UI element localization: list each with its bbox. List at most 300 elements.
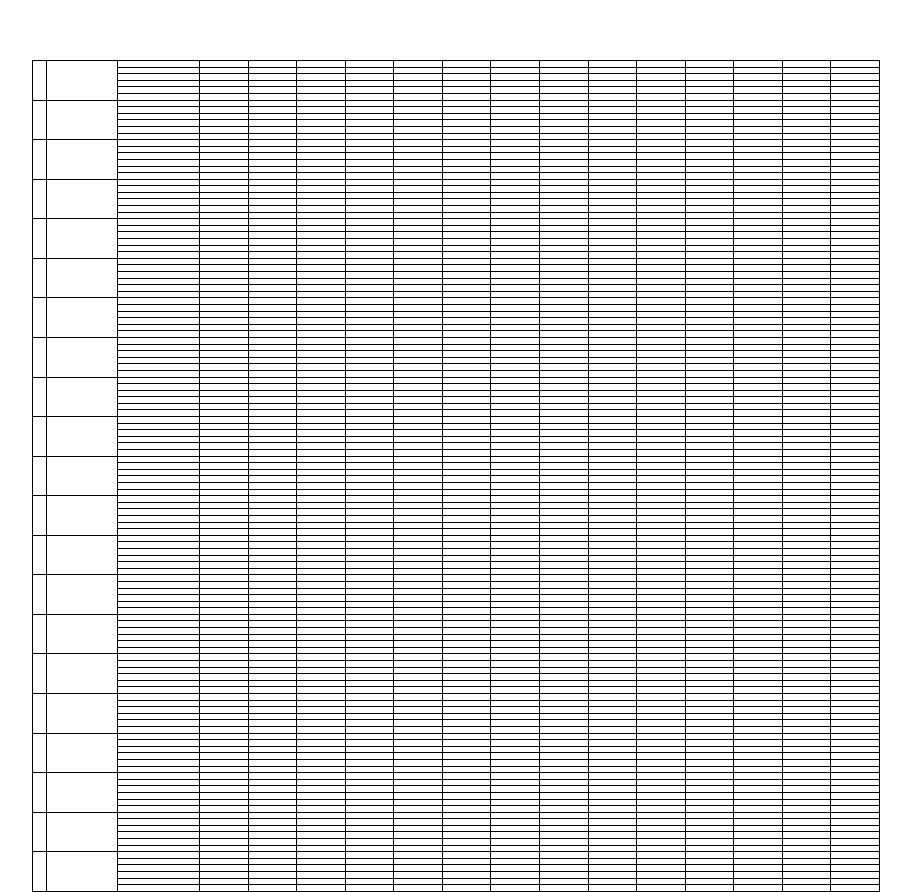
value-cell — [491, 173, 540, 180]
value-cell — [831, 159, 880, 166]
value-cell — [782, 410, 831, 417]
value-cell — [685, 766, 734, 773]
value-cell — [637, 179, 686, 186]
value-cell — [394, 661, 443, 668]
value-cell — [539, 792, 588, 799]
value-cell — [394, 628, 443, 635]
value-cell — [685, 403, 734, 410]
value-cell — [637, 344, 686, 351]
value-cell — [200, 417, 249, 424]
value-cell — [345, 812, 394, 819]
value-cell — [685, 80, 734, 87]
value-cell — [491, 773, 540, 780]
value-cell — [685, 483, 734, 490]
table-row — [33, 384, 880, 391]
value-cell — [491, 581, 540, 588]
value-cell — [248, 423, 297, 430]
table-row — [33, 364, 880, 371]
value-cell — [345, 845, 394, 852]
funding-source-cell — [118, 206, 200, 213]
value-cell — [831, 713, 880, 720]
value-cell — [491, 502, 540, 509]
value-cell — [831, 443, 880, 450]
value-cell — [588, 304, 637, 311]
value-cell — [831, 852, 880, 859]
funding-source-cell — [118, 746, 200, 753]
value-cell — [442, 87, 491, 94]
value-cell — [685, 647, 734, 654]
value-cell — [588, 463, 637, 470]
value-cell — [782, 832, 831, 839]
funding-source-cell — [118, 146, 200, 153]
value-cell — [782, 153, 831, 160]
value-cell — [685, 344, 734, 351]
value-cell — [685, 858, 734, 865]
value-cell — [345, 753, 394, 760]
value-cell — [248, 120, 297, 127]
funding-source-cell — [118, 515, 200, 522]
value-cell — [394, 278, 443, 285]
value-cell — [297, 720, 346, 727]
value-cell — [491, 654, 540, 661]
value-cell — [345, 357, 394, 364]
value-cell — [200, 806, 249, 813]
value-cell — [394, 496, 443, 503]
value-cell — [539, 852, 588, 859]
value-cell — [248, 377, 297, 384]
value-cell — [782, 792, 831, 799]
value-cell — [297, 87, 346, 94]
value-cell — [734, 318, 783, 325]
value-cell — [200, 852, 249, 859]
value-cell — [491, 799, 540, 806]
value-cell — [539, 773, 588, 780]
value-cell — [637, 430, 686, 437]
value-cell — [200, 628, 249, 635]
value-cell — [345, 614, 394, 621]
value-cell — [442, 654, 491, 661]
value-cell — [442, 555, 491, 562]
value-cell — [200, 667, 249, 674]
value-cell — [782, 304, 831, 311]
value-cell — [782, 173, 831, 180]
value-cell — [200, 450, 249, 457]
funding-source-cell — [118, 80, 200, 87]
table-row — [33, 614, 880, 621]
funding-source-cell — [118, 779, 200, 786]
value-cell — [394, 199, 443, 206]
value-cell — [539, 337, 588, 344]
funding-source-cell — [118, 173, 200, 180]
value-cell — [588, 436, 637, 443]
value-cell — [685, 489, 734, 496]
value-cell — [734, 799, 783, 806]
value-cell — [442, 502, 491, 509]
value-cell — [297, 792, 346, 799]
value-cell — [345, 759, 394, 766]
value-cell — [782, 707, 831, 714]
value-cell — [297, 483, 346, 490]
value-cell — [491, 740, 540, 747]
value-cell — [297, 515, 346, 522]
value-cell — [491, 542, 540, 549]
table-row — [33, 628, 880, 635]
value-cell — [248, 179, 297, 186]
value-cell — [539, 726, 588, 733]
value-cell — [685, 839, 734, 846]
value-cell — [442, 331, 491, 338]
value-cell — [685, 173, 734, 180]
value-cell — [491, 469, 540, 476]
table-row — [33, 654, 880, 661]
value-cell — [588, 469, 637, 476]
table-row — [33, 773, 880, 780]
table-row — [33, 878, 880, 885]
value-cell — [200, 245, 249, 252]
value-cell — [782, 133, 831, 140]
value-cell — [491, 423, 540, 430]
value-cell — [782, 687, 831, 694]
value-cell — [491, 146, 540, 153]
value-cell — [782, 819, 831, 826]
value-cell — [637, 120, 686, 127]
value-cell — [345, 740, 394, 747]
value-cell — [685, 654, 734, 661]
value-cell — [539, 786, 588, 793]
value-cell — [588, 845, 637, 852]
value-cell — [831, 291, 880, 298]
value-cell — [200, 654, 249, 661]
value-cell — [539, 318, 588, 325]
value-cell — [491, 806, 540, 813]
value-cell — [491, 126, 540, 133]
value-cell — [345, 628, 394, 635]
value-cell — [734, 483, 783, 490]
value-cell — [637, 311, 686, 318]
value-cell — [588, 337, 637, 344]
value-cell — [345, 608, 394, 615]
value-cell — [297, 423, 346, 430]
value-cell — [685, 786, 734, 793]
value-cell — [442, 463, 491, 470]
value-cell — [734, 331, 783, 338]
value-cell — [442, 641, 491, 648]
value-cell — [637, 588, 686, 595]
value-cell — [297, 825, 346, 832]
value-cell — [831, 344, 880, 351]
value-cell — [734, 80, 783, 87]
value-cell — [782, 575, 831, 582]
funding-source-cell — [118, 476, 200, 483]
value-cell — [442, 707, 491, 714]
measure-cell — [47, 614, 118, 654]
value-cell — [539, 390, 588, 397]
value-cell — [539, 463, 588, 470]
value-cell — [782, 489, 831, 496]
value-cell — [200, 746, 249, 753]
value-cell — [782, 186, 831, 193]
value-cell — [394, 337, 443, 344]
value-cell — [637, 825, 686, 832]
funding-source-cell — [118, 417, 200, 424]
value-cell — [831, 252, 880, 259]
value-cell — [394, 647, 443, 654]
value-cell — [248, 786, 297, 793]
value-cell — [248, 87, 297, 94]
value-cell — [685, 535, 734, 542]
value-cell — [782, 450, 831, 457]
value-cell — [734, 726, 783, 733]
table-row — [33, 278, 880, 285]
value-cell — [297, 661, 346, 668]
funding-source-cell — [118, 713, 200, 720]
value-cell — [345, 87, 394, 94]
value-cell — [734, 364, 783, 371]
value-cell — [782, 100, 831, 107]
value-cell — [782, 825, 831, 832]
value-cell — [539, 192, 588, 199]
value-cell — [442, 595, 491, 602]
value-cell — [831, 575, 880, 582]
value-cell — [734, 542, 783, 549]
value-cell — [200, 344, 249, 351]
value-cell — [734, 463, 783, 470]
value-cell — [831, 113, 880, 120]
value-cell — [637, 192, 686, 199]
value-cell — [539, 483, 588, 490]
value-cell — [297, 581, 346, 588]
value-cell — [831, 700, 880, 707]
value-cell — [442, 304, 491, 311]
value-cell — [345, 133, 394, 140]
value-cell — [588, 858, 637, 865]
value-cell — [345, 272, 394, 279]
value-cell — [248, 232, 297, 239]
value-cell — [637, 779, 686, 786]
value-cell — [588, 608, 637, 615]
funding-source-cell — [118, 61, 200, 68]
value-cell — [831, 450, 880, 457]
value-cell — [539, 661, 588, 668]
value-cell — [734, 496, 783, 503]
value-cell — [734, 239, 783, 246]
value-cell — [539, 272, 588, 279]
value-cell — [491, 159, 540, 166]
value-cell — [734, 298, 783, 305]
funding-source-cell — [118, 641, 200, 648]
value-cell — [491, 608, 540, 615]
value-cell — [200, 496, 249, 503]
value-cell — [637, 133, 686, 140]
value-cell — [588, 839, 637, 846]
value-cell — [539, 469, 588, 476]
value-cell — [491, 450, 540, 457]
value-cell — [685, 496, 734, 503]
value-cell — [394, 206, 443, 213]
value-cell — [831, 423, 880, 430]
value-cell — [200, 515, 249, 522]
value-cell — [297, 265, 346, 272]
value-cell — [685, 337, 734, 344]
value-cell — [685, 291, 734, 298]
value-cell — [200, 331, 249, 338]
value-cell — [734, 436, 783, 443]
table-row — [33, 726, 880, 733]
value-cell — [588, 331, 637, 338]
value-cell — [248, 773, 297, 780]
value-cell — [394, 872, 443, 879]
value-cell — [297, 694, 346, 701]
value-cell — [831, 799, 880, 806]
value-cell — [539, 67, 588, 74]
value-cell — [782, 661, 831, 668]
value-cell — [491, 845, 540, 852]
value-cell — [734, 654, 783, 661]
value-cell — [491, 555, 540, 562]
table-row — [33, 403, 880, 410]
value-cell — [491, 720, 540, 727]
value-cell — [734, 878, 783, 885]
value-cell — [394, 126, 443, 133]
value-cell — [200, 700, 249, 707]
value-cell — [442, 436, 491, 443]
value-cell — [442, 759, 491, 766]
value-cell — [297, 522, 346, 529]
table-row — [33, 483, 880, 490]
table-row — [33, 522, 880, 529]
value-cell — [734, 509, 783, 516]
value-cell — [734, 93, 783, 100]
value-cell — [297, 113, 346, 120]
table-row — [33, 377, 880, 384]
value-cell — [685, 166, 734, 173]
value-cell — [685, 581, 734, 588]
value-cell — [831, 364, 880, 371]
value-cell — [831, 792, 880, 799]
value-cell — [734, 166, 783, 173]
value-cell — [637, 548, 686, 555]
funding-source-cell — [118, 278, 200, 285]
value-cell — [491, 344, 540, 351]
value-cell — [734, 687, 783, 694]
value-cell — [831, 667, 880, 674]
value-cell — [831, 641, 880, 648]
value-cell — [345, 450, 394, 457]
value-cell — [394, 515, 443, 522]
value-cell — [588, 515, 637, 522]
value-cell — [782, 529, 831, 536]
value-cell — [394, 641, 443, 648]
value-cell — [637, 667, 686, 674]
value-cell — [297, 140, 346, 147]
value-cell — [345, 397, 394, 404]
value-cell — [248, 529, 297, 536]
value-cell — [637, 87, 686, 94]
table-row — [33, 166, 880, 173]
value-cell — [248, 272, 297, 279]
value-cell — [491, 786, 540, 793]
value-cell — [345, 496, 394, 503]
value-cell — [734, 430, 783, 437]
value-cell — [442, 199, 491, 206]
value-cell — [637, 126, 686, 133]
value-cell — [539, 588, 588, 595]
value-cell — [539, 568, 588, 575]
value-cell — [539, 173, 588, 180]
value-cell — [685, 239, 734, 246]
value-cell — [442, 456, 491, 463]
value-cell — [200, 324, 249, 331]
value-cell — [782, 265, 831, 272]
value-cell — [637, 509, 686, 516]
table-row — [33, 601, 880, 608]
value-cell — [491, 311, 540, 318]
value-cell — [685, 872, 734, 879]
value-cell — [248, 839, 297, 846]
value-cell — [491, 852, 540, 859]
funding-source-cell — [118, 298, 200, 305]
table-row — [33, 575, 880, 582]
table-row — [33, 258, 880, 265]
value-cell — [394, 845, 443, 852]
value-cell — [200, 872, 249, 879]
value-cell — [588, 278, 637, 285]
value-cell — [539, 436, 588, 443]
value-cell — [394, 265, 443, 272]
value-cell — [685, 390, 734, 397]
value-cell — [394, 417, 443, 424]
value-cell — [248, 726, 297, 733]
value-cell — [442, 568, 491, 575]
value-cell — [297, 667, 346, 674]
table-row — [33, 700, 880, 707]
value-cell — [685, 799, 734, 806]
table-row — [33, 357, 880, 364]
value-cell — [782, 845, 831, 852]
value-cell — [685, 206, 734, 213]
value-cell — [248, 225, 297, 232]
value-cell — [394, 225, 443, 232]
value-cell — [200, 766, 249, 773]
value-cell — [442, 311, 491, 318]
value-cell — [394, 773, 443, 780]
value-cell — [394, 87, 443, 94]
value-cell — [539, 159, 588, 166]
table-row — [33, 265, 880, 272]
table-row — [33, 285, 880, 292]
value-cell — [394, 390, 443, 397]
value-cell — [539, 298, 588, 305]
value-cell — [248, 61, 297, 68]
value-cell — [588, 265, 637, 272]
value-cell — [734, 694, 783, 701]
value-cell — [442, 272, 491, 279]
value-cell — [248, 819, 297, 826]
value-cell — [685, 225, 734, 232]
value-cell — [782, 601, 831, 608]
value-cell — [831, 126, 880, 133]
value-cell — [831, 100, 880, 107]
value-cell — [831, 542, 880, 549]
value-cell — [394, 463, 443, 470]
table-row — [33, 548, 880, 555]
value-cell — [782, 126, 831, 133]
value-cell — [588, 107, 637, 114]
value-cell — [831, 733, 880, 740]
value-cell — [442, 766, 491, 773]
table-row — [33, 555, 880, 562]
table-row — [33, 509, 880, 516]
